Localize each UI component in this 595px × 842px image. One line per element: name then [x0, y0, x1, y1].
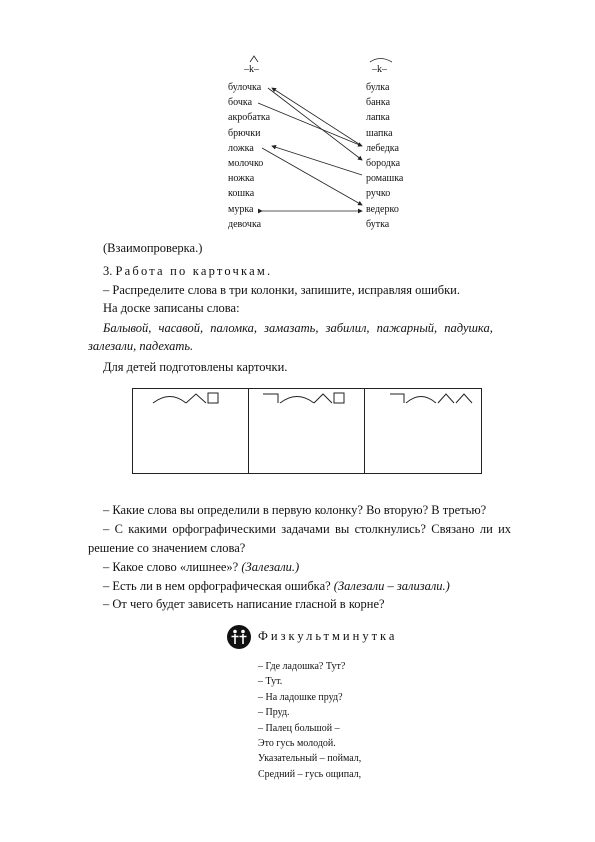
question-4: [103, 579, 450, 594]
words-line-1: Балывой, часавой, паломка, замазать, забилил, пажарный, падушка,: [103, 321, 493, 335]
left-list-word: мурка: [228, 203, 254, 215]
question-5: – От чего будет зависеть написание гласной в корне?: [103, 597, 385, 611]
right-list-word: лебедка: [366, 142, 399, 154]
poem: [258, 659, 361, 782]
left-list-word: акробатка: [228, 112, 271, 124]
right-list-word: ведерко: [366, 203, 399, 215]
poem-line: – Пруд.: [258, 707, 290, 719]
question-2b: решение со значением слова?: [88, 541, 246, 555]
fizkultminutka-icon: [226, 624, 252, 650]
right-list-word: шапка: [366, 127, 393, 139]
task-text: – Распределите слова в три колонки, запишите, исправляя ошибки.: [103, 283, 460, 297]
question-3-text: – Какое слово «лишнее»?: [103, 560, 239, 574]
poem-line: – На ладошке пруд?: [258, 691, 343, 703]
poem-line: – Где ладошка? Тут?: [258, 661, 346, 672]
poem-line: – Палец большой –: [258, 722, 340, 734]
right-list-word: лапка: [366, 112, 390, 124]
right-list-word: булка: [366, 82, 390, 93]
poem-line: Это гусь молодой.: [258, 738, 336, 750]
right-list-word: банка: [366, 97, 391, 109]
section-title: Работа по карточкам.: [115, 264, 273, 278]
question-2a: – С какими орфографическими задачами вы столкнулись? Связано ли их: [103, 522, 512, 536]
left-list-header: –k–: [244, 64, 259, 75]
question-1: – Какие слова вы определили в первую колонку? Во вторую? В третью?: [103, 503, 487, 517]
check-note: (Взаимопроверка.): [103, 241, 203, 255]
left-list-word: булочка: [228, 82, 262, 93]
left-list-word: девочка: [228, 218, 262, 230]
left-list-word: брючки: [228, 127, 261, 139]
left-list-word: кошка: [228, 188, 255, 200]
question-4-answer: (Залезали – зализали.): [333, 579, 450, 593]
left-list-word: бочка: [228, 97, 253, 109]
left-list-word: молочко: [228, 157, 264, 169]
question-3: [103, 560, 299, 575]
right-list-word: ручко: [366, 188, 391, 200]
right-list-header: –k–: [372, 64, 387, 75]
right-list-word: ромашка: [366, 173, 404, 185]
section-number: 3.: [103, 264, 113, 278]
question-4-text: – Есть ли в нем орфографическая ошибка?: [103, 579, 331, 593]
poem-line: Средний – гусь ощипал,: [258, 768, 362, 780]
left-list-word: ложка: [228, 142, 254, 154]
poem-line: Указательный – поймал,: [258, 753, 362, 765]
right-list-word: бутка: [366, 218, 390, 230]
board-text: На доске записаны слова:: [103, 301, 240, 315]
poem-line: – Тут.: [258, 676, 283, 688]
fizkultminutka-title: Физкультминутка: [258, 629, 398, 643]
words-line-2: залезали, падехать.: [88, 339, 194, 353]
cards-intro: Для детей подготовлены карточки.: [103, 360, 288, 374]
left-list-word: ножка: [228, 173, 255, 185]
morpheme-scheme-marks: [0, 0, 595, 420]
question-3-answer: (Залезали.): [241, 560, 300, 574]
right-list-word: бородка: [366, 157, 401, 169]
